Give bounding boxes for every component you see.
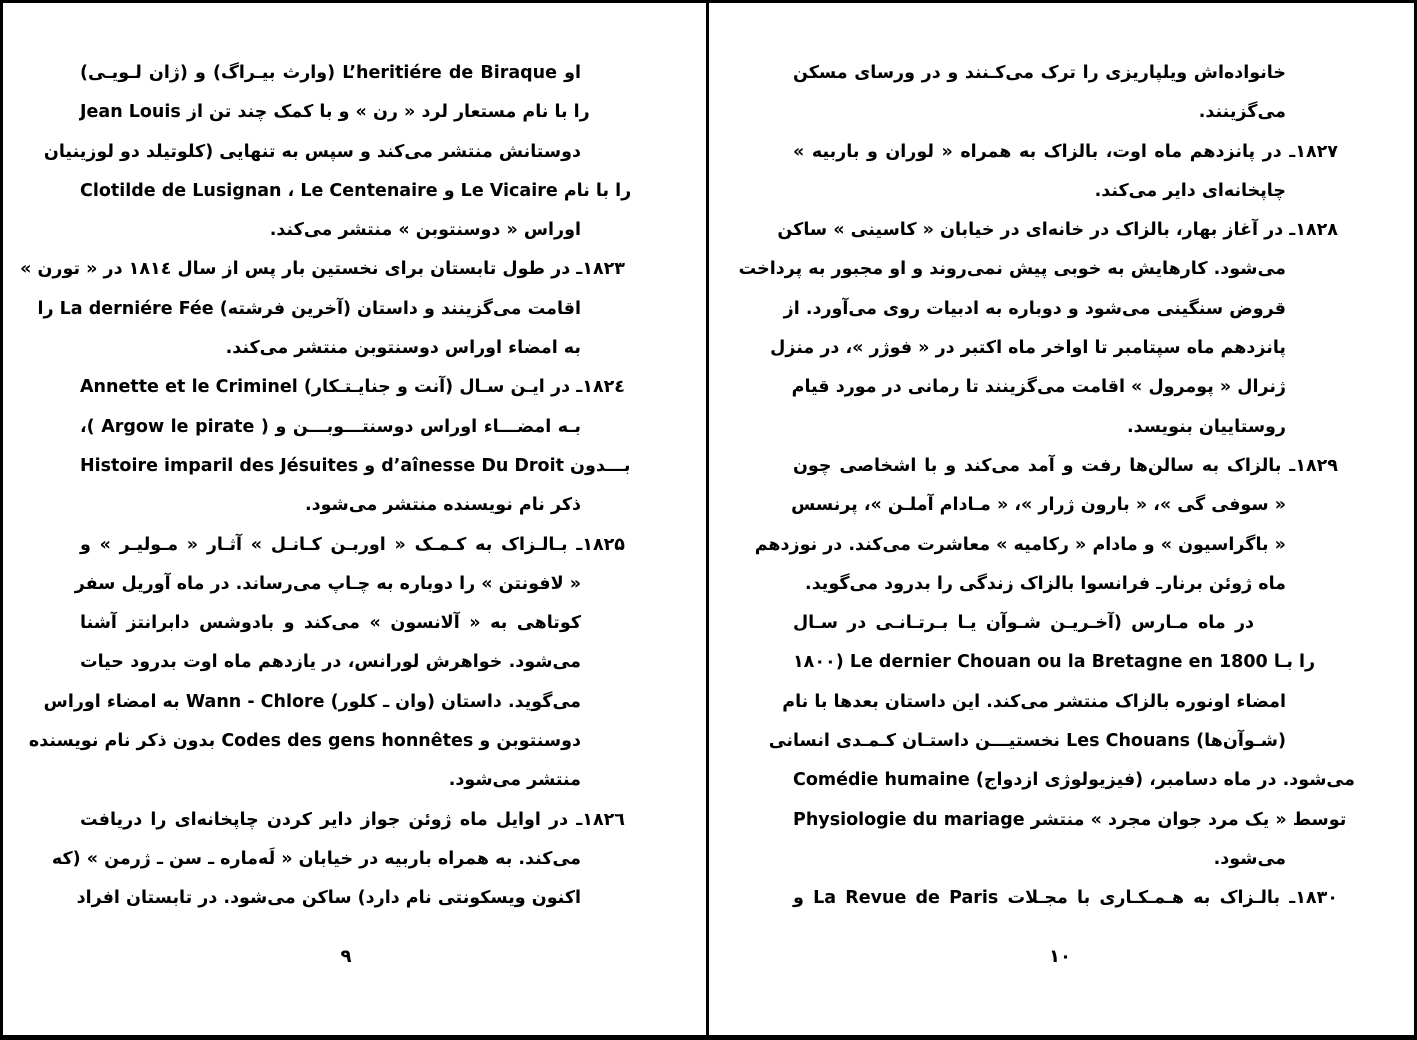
left-page-body [20, 54, 632, 919]
left-line-3: دوستانش منتشر می‌کند و سپس به تنهایی (کلوتیلد دو لوزینیان [43, 141, 581, 162]
right-line-7: قروض سنگینی می‌شود و دوباره به ادبیات روی می‌آورد. از [783, 298, 1286, 319]
left-line-17: می‌گوید. داستان (وان ـ کلور) Wann - Chlore به امضاء اوراس [43, 691, 581, 712]
right-line-17: امضاء اونوره بالزاک منتشر می‌کند. این داستان بعدها با نام [782, 691, 1286, 712]
right-line-2: می‌گزینند. [1198, 102, 1286, 123]
left-line-18: دوسنتوبن و Codes des gens honnêtes بدون ذکر نام نویسنده [28, 731, 581, 752]
right-page-body [738, 54, 1355, 919]
right-line-9: ژنرال « پومرول » اقامت می‌گزینند تا رمانی در مورد قیام [791, 377, 1286, 398]
left-line-7: اقامت می‌گزینند و داستان (آخرین فرشته) La derniére Fée را [37, 298, 581, 319]
right-line-3: ۱۸۲۷ـ در پانزدهم ماه اوت، بالزاک به همراه « لوران و باربیه » [793, 141, 1338, 162]
left-line-20: ۱۸۲٦ـ در اوایل ماه ژوئن جواز دایر کردن چاپخانه‌ای را دریافت [80, 809, 625, 830]
right-line-13: « باگراسیون » و مادام « رکامیه » معاشرت می‌کند. در نوزدهم [754, 534, 1286, 555]
left-line-22: اکنون ویسکونتی نام دارد) ساکن می‌شود. در تابستان افراد [76, 888, 581, 909]
right-line-14: ماه ژوئن برنارـ فرانسوا بالزاک زندگی را بدرود می‌گوید. [805, 573, 1286, 594]
right-line-19: Comédie humaine می‌شود. در ماه دسامبر، (فیزیولوژی ازدواج) [793, 770, 1355, 791]
left-line-16: می‌شود. خواهرش لورانس، در یازدهم ماه اوت بدرود حیات [80, 652, 581, 673]
right-line-1: خانواده‌اش ویلپاریزی را ترک می‌کـنند و در ورسای مسکن [793, 63, 1286, 83]
left-line-9: ۱۸۲٤ـ در ایـن سـال (آنت و جنایـتـکار) Annette et le Criminel [80, 377, 625, 398]
left-page-number: ۹ [340, 946, 352, 967]
left-line-1: او L’heritiére de Biraque (وارث بیـراگ) و (ژان لـویـی) [80, 63, 581, 83]
left-line-5: اوراس « دوسنتوبن » منتشر می‌کند. [269, 220, 581, 241]
right-page-number: ۱۰ [1049, 946, 1071, 967]
left-line-4: Clotilde de Lusignan ، Le Centenaire و Le Vicaire را با نام [80, 180, 632, 201]
right-line-10: روستاییان بنویسد. [1126, 416, 1286, 437]
left-line-10: ،( Argow le pirate ) بـه امضـــاء اوراس دوسنتـــوبـــن و [80, 416, 581, 437]
right-line-4: چاپخانه‌ای دایر می‌کند. [1094, 180, 1286, 201]
scan-border-left [0, 0, 3, 1040]
left-line-12: ذکر نام نویسنده منتشر می‌شود. [304, 495, 581, 516]
left-line-15: کوتاهی به « آلانسون » می‌کند و بادوشس دابرانتز آشنا [80, 613, 581, 634]
left-line-8: به امضاء اوراس دوسنتوبن منتشر می‌کند. [225, 338, 581, 359]
right-line-8: پانزدهم ماه سپتامبر تا اواخر ماه اکتبر در « فوژر »، در منزل [770, 338, 1286, 359]
left-line-19: منتشر می‌شود. [448, 770, 581, 791]
right-line-6: می‌شود. کارهایش به خوبی پیش نمی‌روند و او مجبور به پرداخت [738, 259, 1286, 280]
right-line-15: در ماه مـارس (آخـریـن شـوآن یـا بـرتـانـی در سـال [793, 613, 1254, 634]
right-line-21: می‌شود. [1213, 848, 1286, 869]
left-line-13: ۱۸۲۵ـ بـالـزاک به کـمـک « اوربـن کـانـل » آثـار « مـولیـر » و [80, 534, 625, 555]
left-line-2: Jean Louis را با نام مستعار لرد « رن » و با کمک چند تن از [80, 102, 590, 123]
right-line-12: « سوفی گی »، « بارون ژرار »، « مـادام آملـن »، پرنسس [791, 495, 1286, 516]
left-line-21: می‌کند. به همراه باربیه در خیابان « لَه‌ماره ـ سن ـ ژرمن » (که [51, 848, 581, 869]
right-line-5: ۱۸۲۸ـ در آغاز بهار، بالزاک در خانه‌ای در خیابان « کاسینی » ساکن [777, 220, 1338, 241]
right-line-20: Physiologie du mariage توسط « یک مرد جوان مجرد » منتشر [793, 809, 1347, 830]
page-gutter-divider [706, 0, 709, 1040]
right-line-18: (شـوآن‌ها) Les Chouans نخستیـــن داستـان کـمـدی انسانی [768, 731, 1286, 752]
right-line-22: ۱۸۳۰ـ بالـزاک به هـمـکـاری با مجـلات La Revue de Paris و [793, 888, 1338, 909]
left-line-6: ۱۸۲۳ـ در طول تابستان برای نخستین بار پس از سال ۱۸۱٤ در « تورن » [20, 259, 625, 280]
left-line-11: Histoire imparil des Jésuites و d’aînesse Du Droit بـــدون [80, 455, 631, 476]
right-line-16: ۱۸۰۰) Le dernier Chouan ou la Bretagne en 1800 را بـا [793, 652, 1316, 673]
right-line-11: ۱۸۲۹ـ بالزاک به سالن‌ها رفت و آمد می‌کند و با اشخاصی چون [793, 455, 1338, 476]
left-line-14: « لافونتن » را دوباره به چـاپ می‌رساند. در ماه آوریل سفر [74, 573, 581, 594]
